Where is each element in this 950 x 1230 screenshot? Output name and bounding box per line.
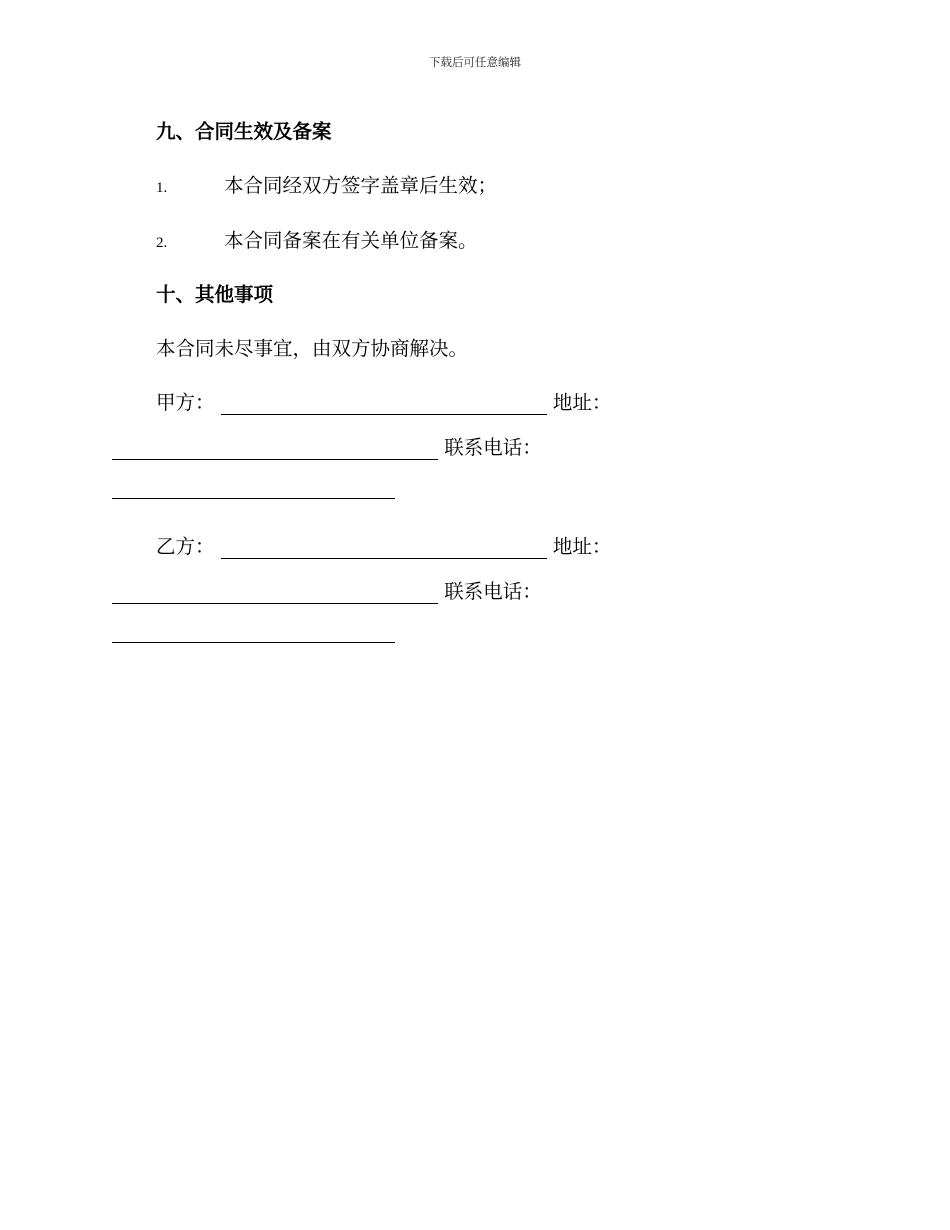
section-10-body: 本合同未尽事宜，由双方协商解决。 — [156, 337, 469, 360]
party-a-phone-blank[interactable] — [112, 477, 395, 499]
party-b-name-blank[interactable] — [221, 537, 547, 559]
party-b-phone-line — [112, 620, 395, 643]
party-b-phone-blank[interactable] — [112, 621, 395, 643]
item-text: 本合同备案在有关单位备案。 — [224, 229, 478, 252]
section-9-item-2 — [156, 225, 478, 253]
party-b-name-line — [156, 531, 611, 559]
party-b-address-blank[interactable] — [112, 582, 438, 604]
item-number: 2. — [156, 235, 168, 251]
party-b-address-label: 地址： — [552, 535, 612, 558]
party-a-address-line — [112, 432, 542, 460]
page-header-note: 下载后可任意编辑 — [429, 55, 521, 69]
party-b-label: 乙方： — [156, 535, 215, 558]
party-b-address-line — [112, 576, 542, 604]
item-number: 1. — [156, 180, 168, 196]
party-a-phone-label: 联系电话： — [444, 436, 542, 459]
party-a-name-blank[interactable] — [221, 393, 547, 415]
party-b-phone-label: 联系电话： — [444, 580, 542, 603]
section-10-heading: 十、其他事项 — [156, 283, 274, 306]
party-a-phone-line — [112, 476, 395, 499]
party-a-name-line — [156, 387, 611, 415]
section-9-heading: 九、合同生效及备案 — [156, 120, 332, 143]
party-a-address-label: 地址： — [552, 391, 612, 414]
section-9-item-1 — [156, 170, 497, 198]
party-a-address-blank[interactable] — [112, 438, 438, 460]
item-text: 本合同经双方签字盖章后生效； — [224, 174, 498, 197]
party-a-label: 甲方： — [156, 391, 215, 414]
